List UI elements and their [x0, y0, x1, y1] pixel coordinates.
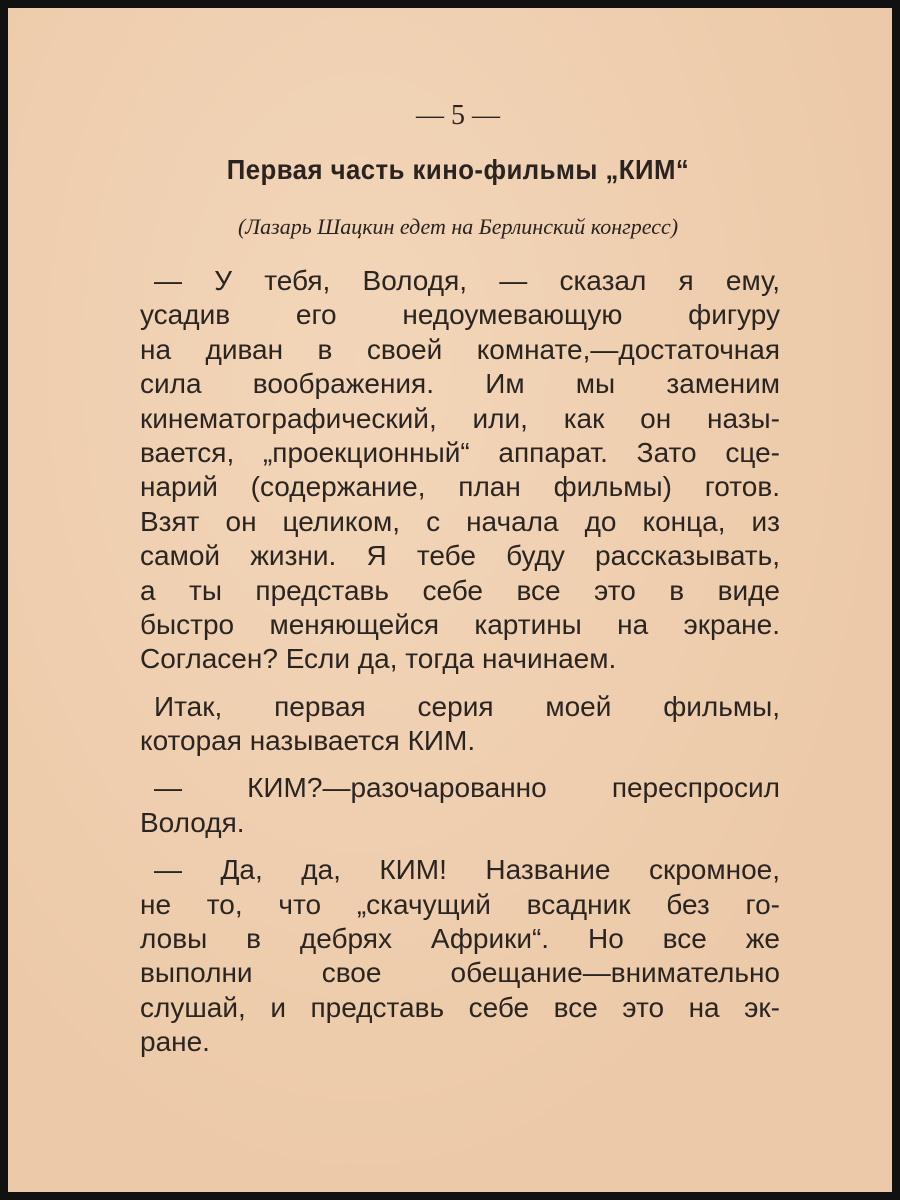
paragraph [140, 853, 780, 1059]
chapter-subtitle: (Лазарь Шацкин едет на Берлинский конгресс) [237, 214, 679, 239]
chapter-title: Первая часть кино-фильмы „КИМ“ [226, 154, 690, 185]
text-line: а ты представь себе все это в виде [140, 574, 780, 606]
text-line: самой жизни. Я тебе буду рассказывать, [140, 540, 780, 572]
text-line: не то, что „скачущий всадник без го- [140, 888, 780, 920]
paragraph [140, 771, 780, 840]
paragraph [140, 690, 780, 759]
text-line: слушай, и представь себе все это на эк- [140, 991, 780, 1023]
book-page [8, 8, 892, 1192]
text-line: которая называется КИМ. [140, 725, 476, 757]
text-line: выполни свое обещание—внимательно [140, 957, 780, 989]
text-line: ловы в дебрях Африки“. Но все же [140, 923, 780, 955]
text-line: сила воображения. Им мы заменим [140, 368, 780, 400]
text-line: нарий (содержание, план фильмы) готов. [140, 471, 780, 503]
text-line: усадив его недоумевающую фигуру [140, 299, 780, 331]
text-line: — Да, да, КИМ! Название скромное, [154, 854, 780, 886]
text-line: Володя. [140, 806, 245, 838]
text-line: Взят он целиком, с начала до конца, из [140, 505, 780, 537]
text-line: — КИМ?—разочарованно переспросил [154, 772, 780, 804]
text-line: — У тебя, Володя, — сказал я ему, [154, 265, 780, 296]
page-number: — 5 — [416, 100, 500, 131]
text-line: быстро меняющейся картины на экране. [140, 608, 780, 640]
text-line: Итак, первая серия моей фильмы, [154, 690, 780, 722]
text-line: Согласен? Если да, тогда начинаем. [140, 643, 617, 675]
text-line: на диван в своей комнате,—достаточная [140, 333, 780, 365]
paragraph [140, 264, 780, 677]
text-line: кинематографический, или, как он назы- [140, 402, 780, 434]
body-text [140, 264, 780, 1073]
text-line: вается, „проекционный“ аппарат. Зато сце- [140, 436, 780, 468]
text-line: ране. [140, 1026, 210, 1058]
